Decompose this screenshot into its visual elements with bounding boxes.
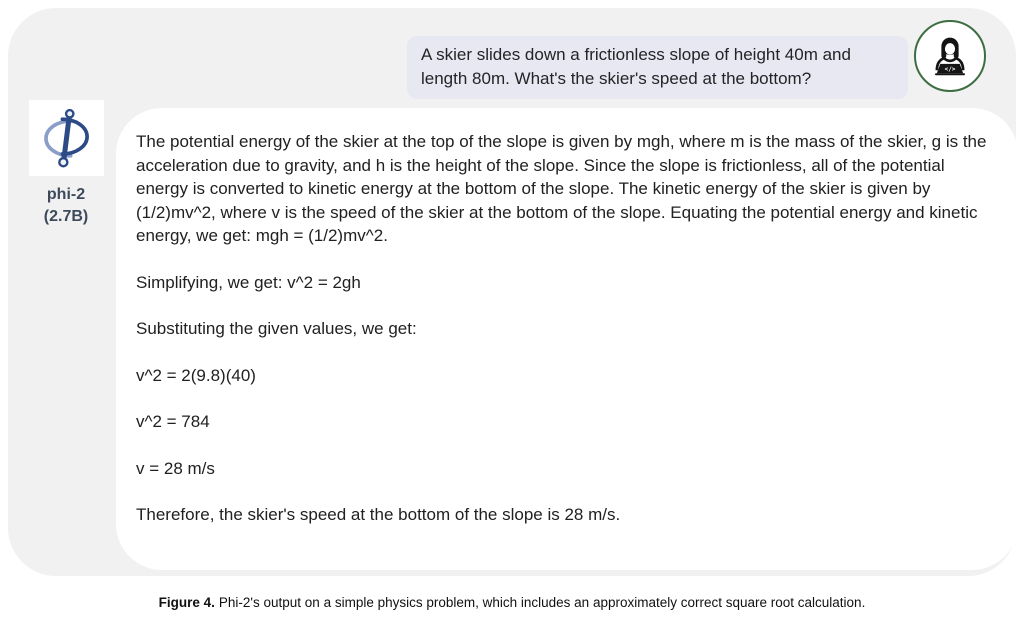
model-size: (2.7B) — [43, 208, 89, 225]
user-avatar — [914, 20, 986, 92]
person-with-laptop-icon — [926, 32, 974, 80]
response-paragraph: v^2 = 784 — [136, 412, 210, 431]
model-logo — [29, 100, 104, 176]
response-paragraph: Therefore, the skier's speed at the bottom of the slope is 28 m/s. — [136, 505, 621, 524]
user-message-bubble: A skier slides down a frictionless slope of height 40m and length 80m. What's the skier's speed at the bottom? — [407, 36, 908, 99]
response-paragraph: The potential energy of the skier at the top of the slope is given by mgh, where m is the mass of the skier, g is the acceleration due to gravity, and h is the height of the slope. Since the slope is frictionless, all of the potential energy is converted to kinetic energy at the bottom of the slope. The kinetic energy of the skier is given by (1/2)mv^2, where v is the speed of the skier at the bottom of the slope. Equating the potential energy and kinetic energy, we get: mgh = (1/2)mv^2. — [136, 132, 987, 245]
phi-symbol-icon — [35, 105, 99, 171]
model-name: phi-2 — [46, 186, 86, 203]
figure-caption — [0, 594, 1024, 611]
response-paragraph: Substituting the given values, we get: — [136, 319, 417, 338]
response-paragraph: v^2 = 2(9.8)(40) — [136, 365, 256, 385]
model-response-bubble — [116, 108, 1018, 570]
response-paragraph: Simplifying, we get: v^2 = 2gh — [136, 272, 361, 292]
figure-caption-text: Phi-2's output on a simple physics problem, which includes an approximately correct square root calculation. — [218, 595, 866, 610]
svg-text:</>: </> — [944, 66, 956, 73]
model-name-label — [10, 184, 122, 228]
chat-container — [8, 8, 1016, 576]
figure-caption-label: Figure 4. — [158, 595, 215, 610]
response-paragraph: v = 28 m/s — [136, 458, 215, 478]
